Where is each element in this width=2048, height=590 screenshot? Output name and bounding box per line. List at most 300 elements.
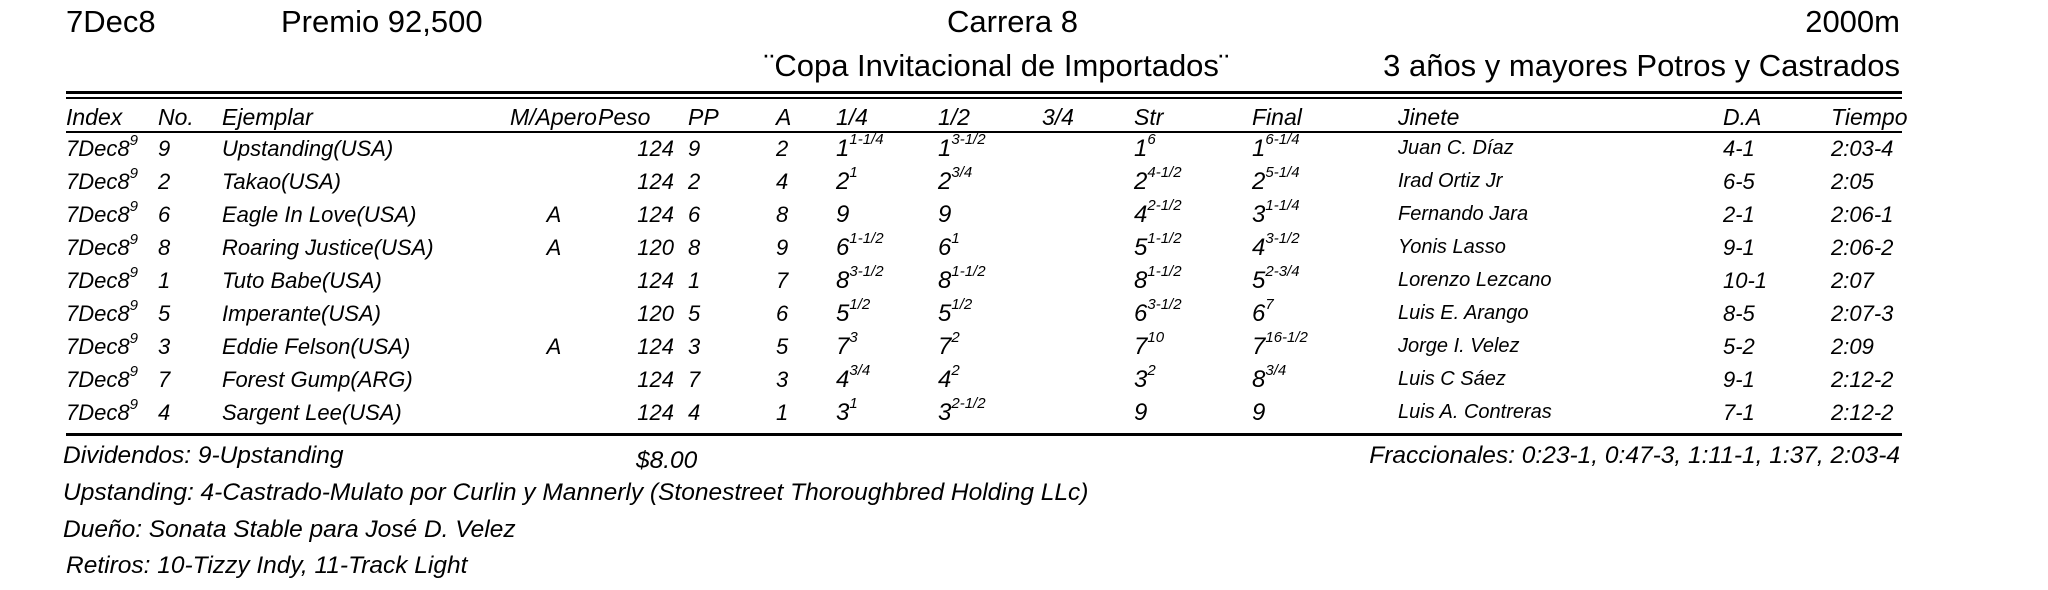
cell-quarter-value: 4 — [836, 365, 850, 393]
cell-jockey-value: Irad Ortiz Jr — [1398, 170, 1503, 192]
cell-three-quarter — [1042, 198, 1134, 231]
cell-number — [158, 165, 222, 198]
table-row — [66, 132, 1902, 165]
header-rule-thin — [66, 97, 1902, 99]
cell-weight — [598, 231, 688, 264]
race-conditions: 3 años y mayores Potros y Castrados — [1383, 48, 1900, 83]
cell-time-value: 2:07 — [1831, 267, 1874, 293]
cell-odds-value: 9-1 — [1723, 234, 1755, 260]
cell-three-quarter — [1042, 330, 1134, 363]
cell-time — [1831, 165, 1902, 198]
column-header: Peso — [598, 103, 651, 130]
cell-three-quarter — [1042, 396, 1134, 429]
cell-index-value: 7Dec8 — [66, 135, 130, 161]
cell-jockey — [1398, 132, 1723, 165]
cell-stretch-value: 5 — [1134, 233, 1148, 261]
cell-time-value: 2:05 — [1831, 168, 1874, 194]
cell-index-value: 7Dec8 — [66, 201, 130, 227]
table-row — [66, 396, 1902, 429]
cell-start — [776, 396, 836, 429]
cell-jockey — [1398, 330, 1723, 363]
cell-odds — [1723, 132, 1831, 165]
column-header: PP — [688, 103, 719, 130]
column-header: Jinete — [1398, 103, 1460, 130]
cell-quarter-value: 8 — [836, 266, 850, 294]
cell-weight — [598, 396, 688, 429]
cell-post-position — [688, 198, 776, 231]
cell-time — [1831, 264, 1902, 297]
cell-weight-value: 120 — [637, 300, 674, 326]
cell-number-value: 1 — [158, 267, 171, 293]
cell-post-position — [688, 396, 776, 429]
cell-half-margin: 2 — [951, 328, 960, 346]
cell-weight-value: 124 — [637, 168, 674, 194]
cell-start-value: 1 — [776, 399, 789, 425]
cell-horse-value: Eagle In Love(USA) — [222, 201, 417, 227]
cell-odds — [1723, 396, 1831, 429]
cell-post-position-value: 1 — [688, 267, 701, 293]
cell-index — [66, 330, 158, 363]
cell-start — [776, 297, 836, 330]
cell-apero — [510, 297, 598, 330]
cell-index — [66, 264, 158, 297]
cell-post-position-value: 4 — [688, 399, 701, 425]
cell-start — [776, 264, 836, 297]
cell-time — [1831, 396, 1902, 429]
cell-final — [1252, 165, 1398, 198]
cell-time-value: 2:09 — [1831, 333, 1874, 359]
cell-horse — [222, 132, 510, 165]
cell-weight-value: 124 — [637, 267, 674, 293]
header-rule-thick — [66, 91, 1902, 94]
cell-index-value: 7Dec8 — [66, 168, 130, 194]
cell-half-value: 9 — [938, 200, 952, 228]
table-row — [66, 198, 1902, 231]
cell-number — [158, 330, 222, 363]
column-header: 1/2 — [938, 103, 970, 130]
cell-time-value: 2:06-1 — [1831, 201, 1894, 227]
table-bottom-rule — [66, 433, 1902, 436]
cell-start — [776, 330, 836, 363]
breeding-info: Upstanding: 4-Castrado-Mulato por Curlin y Mannerly (Stonestreet Thoroughbred Holding LLc) — [63, 479, 1089, 506]
cell-quarter-value: 6 — [836, 233, 850, 261]
cell-horse-value: Forest Gump(ARG) — [222, 366, 413, 392]
cell-index-margin: 9 — [129, 296, 138, 314]
cell-final — [1252, 198, 1398, 231]
cell-half-value: 5 — [938, 299, 952, 327]
cell-three-quarter — [1042, 297, 1134, 330]
cell-final-margin: 7 — [1265, 295, 1274, 313]
cell-odds — [1723, 231, 1831, 264]
column-header: Str — [1134, 103, 1164, 130]
cell-half-margin: 2 — [951, 361, 960, 379]
cell-jockey-value: Juan C. Díaz — [1398, 137, 1514, 159]
cell-index-margin: 9 — [129, 197, 138, 215]
cell-jockey-value: Luis A. Contreras — [1398, 401, 1552, 423]
cell-time — [1831, 363, 1902, 396]
cell-odds-value: 6-5 — [1723, 168, 1755, 194]
cell-three-quarter — [1042, 132, 1134, 165]
table-header-row — [66, 102, 1902, 132]
cell-post-position — [688, 231, 776, 264]
cell-odds — [1723, 363, 1831, 396]
cell-start-value: 4 — [776, 168, 789, 194]
cell-half — [938, 264, 1042, 297]
column-header: 3/4 — [1042, 103, 1074, 130]
cell-horse — [222, 330, 510, 363]
cell-odds-value: 9-1 — [1723, 366, 1755, 392]
cell-quarter-margin: 1/2 — [849, 295, 871, 313]
cell-stretch-value: 3 — [1134, 365, 1148, 393]
cell-apero — [510, 396, 598, 429]
cell-stretch — [1134, 231, 1252, 264]
cell-odds — [1723, 198, 1831, 231]
cell-quarter-value: 2 — [836, 167, 850, 195]
cell-half — [938, 297, 1042, 330]
cell-number — [158, 198, 222, 231]
cell-apero — [510, 330, 598, 363]
cell-final-margin: 16-1/2 — [1265, 328, 1308, 346]
cell-weight-value: 124 — [637, 399, 674, 425]
table-row — [66, 165, 1902, 198]
cell-odds-value: 5-2 — [1723, 333, 1755, 359]
cell-final — [1252, 297, 1398, 330]
cell-stretch-value: 6 — [1134, 299, 1148, 327]
cell-time-value: 2:03-4 — [1831, 135, 1894, 161]
cell-stretch-margin: 1-1/2 — [1147, 229, 1182, 247]
cell-quarter-value: 9 — [836, 200, 850, 228]
cell-time — [1831, 297, 1902, 330]
cell-stretch-margin: 10 — [1147, 328, 1165, 346]
table-row — [66, 264, 1902, 297]
cell-quarter-margin: 1 — [849, 163, 858, 181]
cell-post-position-value: 2 — [688, 168, 701, 194]
cell-apero-value: A — [546, 201, 562, 227]
cell-start-value: 3 — [776, 366, 789, 392]
cell-post-position-value: 9 — [688, 135, 701, 161]
cell-stretch — [1134, 198, 1252, 231]
cell-index — [66, 396, 158, 429]
cell-post-position — [688, 264, 776, 297]
cell-weight — [598, 165, 688, 198]
cell-weight-value: 124 — [637, 366, 674, 392]
cell-post-position-value: 3 — [688, 333, 701, 359]
cell-post-position-value: 5 — [688, 300, 701, 326]
cell-post-position — [688, 363, 776, 396]
column-header: 1/4 — [836, 103, 868, 130]
cell-stretch — [1134, 132, 1252, 165]
cell-odds-value: 8-5 — [1723, 300, 1755, 326]
column-header: No. — [158, 103, 194, 130]
cell-stretch-value: 8 — [1134, 266, 1148, 294]
cell-final-value: 2 — [1252, 167, 1266, 195]
cell-index — [66, 231, 158, 264]
cell-post-position — [688, 330, 776, 363]
cell-quarter-margin: 3/4 — [849, 361, 871, 379]
cell-final-value: 5 — [1252, 266, 1266, 294]
cell-stretch-value: 9 — [1134, 398, 1148, 426]
cell-final-margin: 5-1/4 — [1265, 163, 1300, 181]
cell-weight-value: 124 — [637, 333, 674, 359]
cell-weight-value: 124 — [637, 135, 674, 161]
cell-number-value: 9 — [158, 135, 171, 161]
cell-number-value: 8 — [158, 234, 171, 260]
cell-quarter — [836, 132, 938, 165]
cell-time-value: 2:07-3 — [1831, 300, 1894, 326]
cell-half-value: 4 — [938, 365, 952, 393]
cell-quarter — [836, 297, 938, 330]
cell-half — [938, 165, 1042, 198]
cell-half-value: 1 — [938, 134, 952, 162]
cell-horse — [222, 363, 510, 396]
cell-jockey-value: Luis C Sáez — [1398, 368, 1506, 390]
cell-half — [938, 198, 1042, 231]
cell-number-value: 2 — [158, 168, 171, 194]
cell-number — [158, 264, 222, 297]
cell-horse — [222, 198, 510, 231]
column-header: Ejemplar — [222, 103, 313, 130]
cell-number-value: 5 — [158, 300, 171, 326]
cell-weight — [598, 363, 688, 396]
cell-number — [158, 231, 222, 264]
cell-number-value: 3 — [158, 333, 171, 359]
cell-apero — [510, 231, 598, 264]
cell-start-value: 2 — [776, 135, 789, 161]
cell-half-margin: 3-1/2 — [951, 130, 986, 148]
race-number: Carrera 8 — [947, 4, 1078, 39]
race-purse: Premio 92,500 — [281, 4, 483, 39]
cell-index-value: 7Dec8 — [66, 399, 130, 425]
cell-horse-value: Eddie Felson(USA) — [222, 333, 411, 359]
cell-post-position-value: 6 — [688, 201, 701, 227]
column-header: M/Apero — [510, 103, 597, 130]
cell-number-value: 4 — [158, 399, 171, 425]
cell-half-margin: 1-1/2 — [951, 262, 986, 280]
cell-odds-value: 4-1 — [1723, 135, 1755, 161]
cell-stretch — [1134, 297, 1252, 330]
column-header: Tiempo — [1831, 103, 1908, 130]
cell-final-value: 9 — [1252, 398, 1266, 426]
cell-horse-value: Sargent Lee(USA) — [222, 399, 402, 425]
cell-post-position-value: 7 — [688, 366, 701, 392]
cell-final-value: 8 — [1252, 365, 1266, 393]
cell-time — [1831, 198, 1902, 231]
cell-start-value: 9 — [776, 234, 789, 260]
cell-jockey — [1398, 297, 1723, 330]
cell-final — [1252, 264, 1398, 297]
cell-odds — [1723, 165, 1831, 198]
cell-start-value: 7 — [776, 267, 789, 293]
cell-horse — [222, 396, 510, 429]
cell-quarter — [836, 264, 938, 297]
cell-index — [66, 132, 158, 165]
cell-weight — [598, 198, 688, 231]
cell-index-margin: 9 — [129, 263, 138, 281]
table-row — [66, 297, 1902, 330]
cell-apero — [510, 165, 598, 198]
cell-quarter-value: 3 — [836, 398, 850, 426]
cell-horse-value: Roaring Justice(USA) — [222, 234, 434, 260]
cell-half — [938, 231, 1042, 264]
cell-index-margin: 9 — [129, 131, 138, 149]
cell-index-margin: 9 — [129, 362, 138, 380]
cell-quarter — [836, 363, 938, 396]
cell-final-value: 3 — [1252, 200, 1266, 228]
cell-stretch-margin: 2 — [1147, 361, 1156, 379]
cell-stretch-margin: 4-1/2 — [1147, 163, 1182, 181]
cell-final — [1252, 132, 1398, 165]
cell-stretch-margin: 3-1/2 — [1147, 295, 1182, 313]
cell-stretch-margin: 2-1/2 — [1147, 196, 1182, 214]
fractional-times: Fraccionales: 0:23-1, 0:47-3, 1:11-1, 1:37, 2:03-4 — [1369, 442, 1900, 469]
cell-start-value: 5 — [776, 333, 789, 359]
cell-jockey — [1398, 264, 1723, 297]
cell-quarter-margin: 3-1/2 — [849, 262, 884, 280]
cell-final — [1252, 330, 1398, 363]
cell-final-value: 7 — [1252, 332, 1266, 360]
cell-apero-value: A — [546, 333, 562, 359]
cell-start — [776, 132, 836, 165]
cell-half-margin: 1/2 — [951, 295, 973, 313]
cell-start-value: 8 — [776, 201, 789, 227]
cell-half-margin: 2-1/2 — [951, 394, 986, 412]
cell-quarter-margin: 3 — [849, 328, 858, 346]
cell-stretch-margin: 1-1/2 — [1147, 262, 1182, 280]
scratches-info: Retiros: 10-Tizzy Indy, 11-Track Light — [66, 552, 468, 579]
cell-quarter-margin: 1 — [849, 394, 858, 412]
table-row — [66, 363, 1902, 396]
cell-index-value: 7Dec8 — [66, 234, 130, 260]
cell-index-value: 7Dec8 — [66, 267, 130, 293]
cell-start — [776, 231, 836, 264]
cell-jockey-value: Lorenzo Lezcano — [1398, 269, 1552, 291]
cell-final-value: 1 — [1252, 134, 1266, 162]
cell-index-value: 7Dec8 — [66, 300, 130, 326]
cell-apero-value: A — [546, 234, 562, 260]
race-title: ¨Copa Invitacional de Importados¨ — [764, 48, 1230, 83]
cell-quarter-value: 7 — [836, 332, 850, 360]
column-header: D.A — [1723, 103, 1762, 130]
cell-apero — [510, 363, 598, 396]
cell-start-value: 6 — [776, 300, 789, 326]
cell-jockey-value: Fernando Jara — [1398, 203, 1529, 225]
cell-jockey — [1398, 363, 1723, 396]
cell-jockey — [1398, 198, 1723, 231]
cell-half-margin: 3/4 — [951, 163, 973, 181]
cell-time-value: 2:12-2 — [1831, 399, 1894, 425]
column-header: Final — [1252, 103, 1302, 130]
cell-number — [158, 396, 222, 429]
table-row — [66, 330, 1902, 363]
cell-index — [66, 297, 158, 330]
cell-quarter — [836, 231, 938, 264]
cell-half — [938, 396, 1042, 429]
cell-odds-value: 2-1 — [1723, 201, 1755, 227]
cell-half-value: 7 — [938, 332, 952, 360]
cell-stretch — [1134, 330, 1252, 363]
cell-jockey-value: Luis E. Arango — [1398, 302, 1529, 324]
cell-three-quarter — [1042, 363, 1134, 396]
cell-jockey-value: Yonis Lasso — [1398, 236, 1506, 258]
cell-quarter-margin: 1-1/2 — [849, 229, 884, 247]
cell-index — [66, 165, 158, 198]
column-header: Index — [66, 103, 123, 130]
cell-stretch — [1134, 264, 1252, 297]
cell-half-margin: 1 — [951, 229, 960, 247]
cell-quarter — [836, 198, 938, 231]
cell-odds — [1723, 297, 1831, 330]
dividends-label: Dividendos: 9-Upstanding — [63, 442, 344, 469]
cell-start — [776, 198, 836, 231]
cell-three-quarter — [1042, 165, 1134, 198]
cell-final-margin: 6-1/4 — [1265, 130, 1300, 148]
cell-half-value: 2 — [938, 167, 952, 195]
cell-post-position — [688, 132, 776, 165]
cell-half-value: 8 — [938, 266, 952, 294]
cell-time — [1831, 231, 1902, 264]
cell-three-quarter — [1042, 264, 1134, 297]
cell-stretch — [1134, 396, 1252, 429]
cell-weight — [598, 264, 688, 297]
cell-final-margin: 3/4 — [1265, 361, 1287, 379]
owner-info: Dueño: Sonata Stable para José D. Velez — [63, 516, 516, 543]
cell-stretch — [1134, 165, 1252, 198]
cell-start — [776, 165, 836, 198]
cell-index-margin: 9 — [129, 230, 138, 248]
cell-half — [938, 363, 1042, 396]
cell-quarter-margin: 1-1/4 — [849, 130, 884, 148]
cell-horse-value: Imperante(USA) — [222, 300, 381, 326]
cell-horse-value: Takao(USA) — [222, 168, 342, 194]
cell-quarter — [836, 330, 938, 363]
cell-jockey — [1398, 231, 1723, 264]
cell-jockey — [1398, 165, 1723, 198]
cell-final-margin: 3-1/2 — [1265, 229, 1300, 247]
cell-time — [1831, 330, 1902, 363]
cell-half-value: 3 — [938, 398, 952, 426]
cell-weight-value: 120 — [637, 234, 674, 260]
cell-weight — [598, 297, 688, 330]
cell-horse — [222, 231, 510, 264]
table-row — [66, 231, 1902, 264]
cell-final — [1252, 396, 1398, 429]
cell-odds — [1723, 330, 1831, 363]
cell-horse — [222, 264, 510, 297]
cell-odds — [1723, 264, 1831, 297]
cell-stretch-margin: 6 — [1147, 130, 1156, 148]
cell-apero — [510, 264, 598, 297]
cell-apero — [510, 132, 598, 165]
cell-index-margin: 9 — [129, 329, 138, 347]
cell-stretch-value: 4 — [1134, 200, 1148, 228]
cell-time-value: 2:12-2 — [1831, 366, 1894, 392]
results-table — [66, 102, 1908, 429]
cell-final-value: 4 — [1252, 233, 1266, 261]
cell-stretch-value: 1 — [1134, 134, 1148, 162]
cell-post-position — [688, 297, 776, 330]
cell-weight — [598, 132, 688, 165]
cell-final — [1252, 231, 1398, 264]
cell-three-quarter — [1042, 231, 1134, 264]
cell-odds-value: 7-1 — [1723, 399, 1755, 425]
cell-odds-value: 10-1 — [1723, 267, 1768, 293]
cell-apero — [510, 198, 598, 231]
column-header: A — [776, 103, 792, 130]
dividend-amount: $8.00 — [636, 447, 698, 474]
cell-final — [1252, 363, 1398, 396]
cell-number — [158, 363, 222, 396]
cell-time-value: 2:06-2 — [1831, 234, 1894, 260]
